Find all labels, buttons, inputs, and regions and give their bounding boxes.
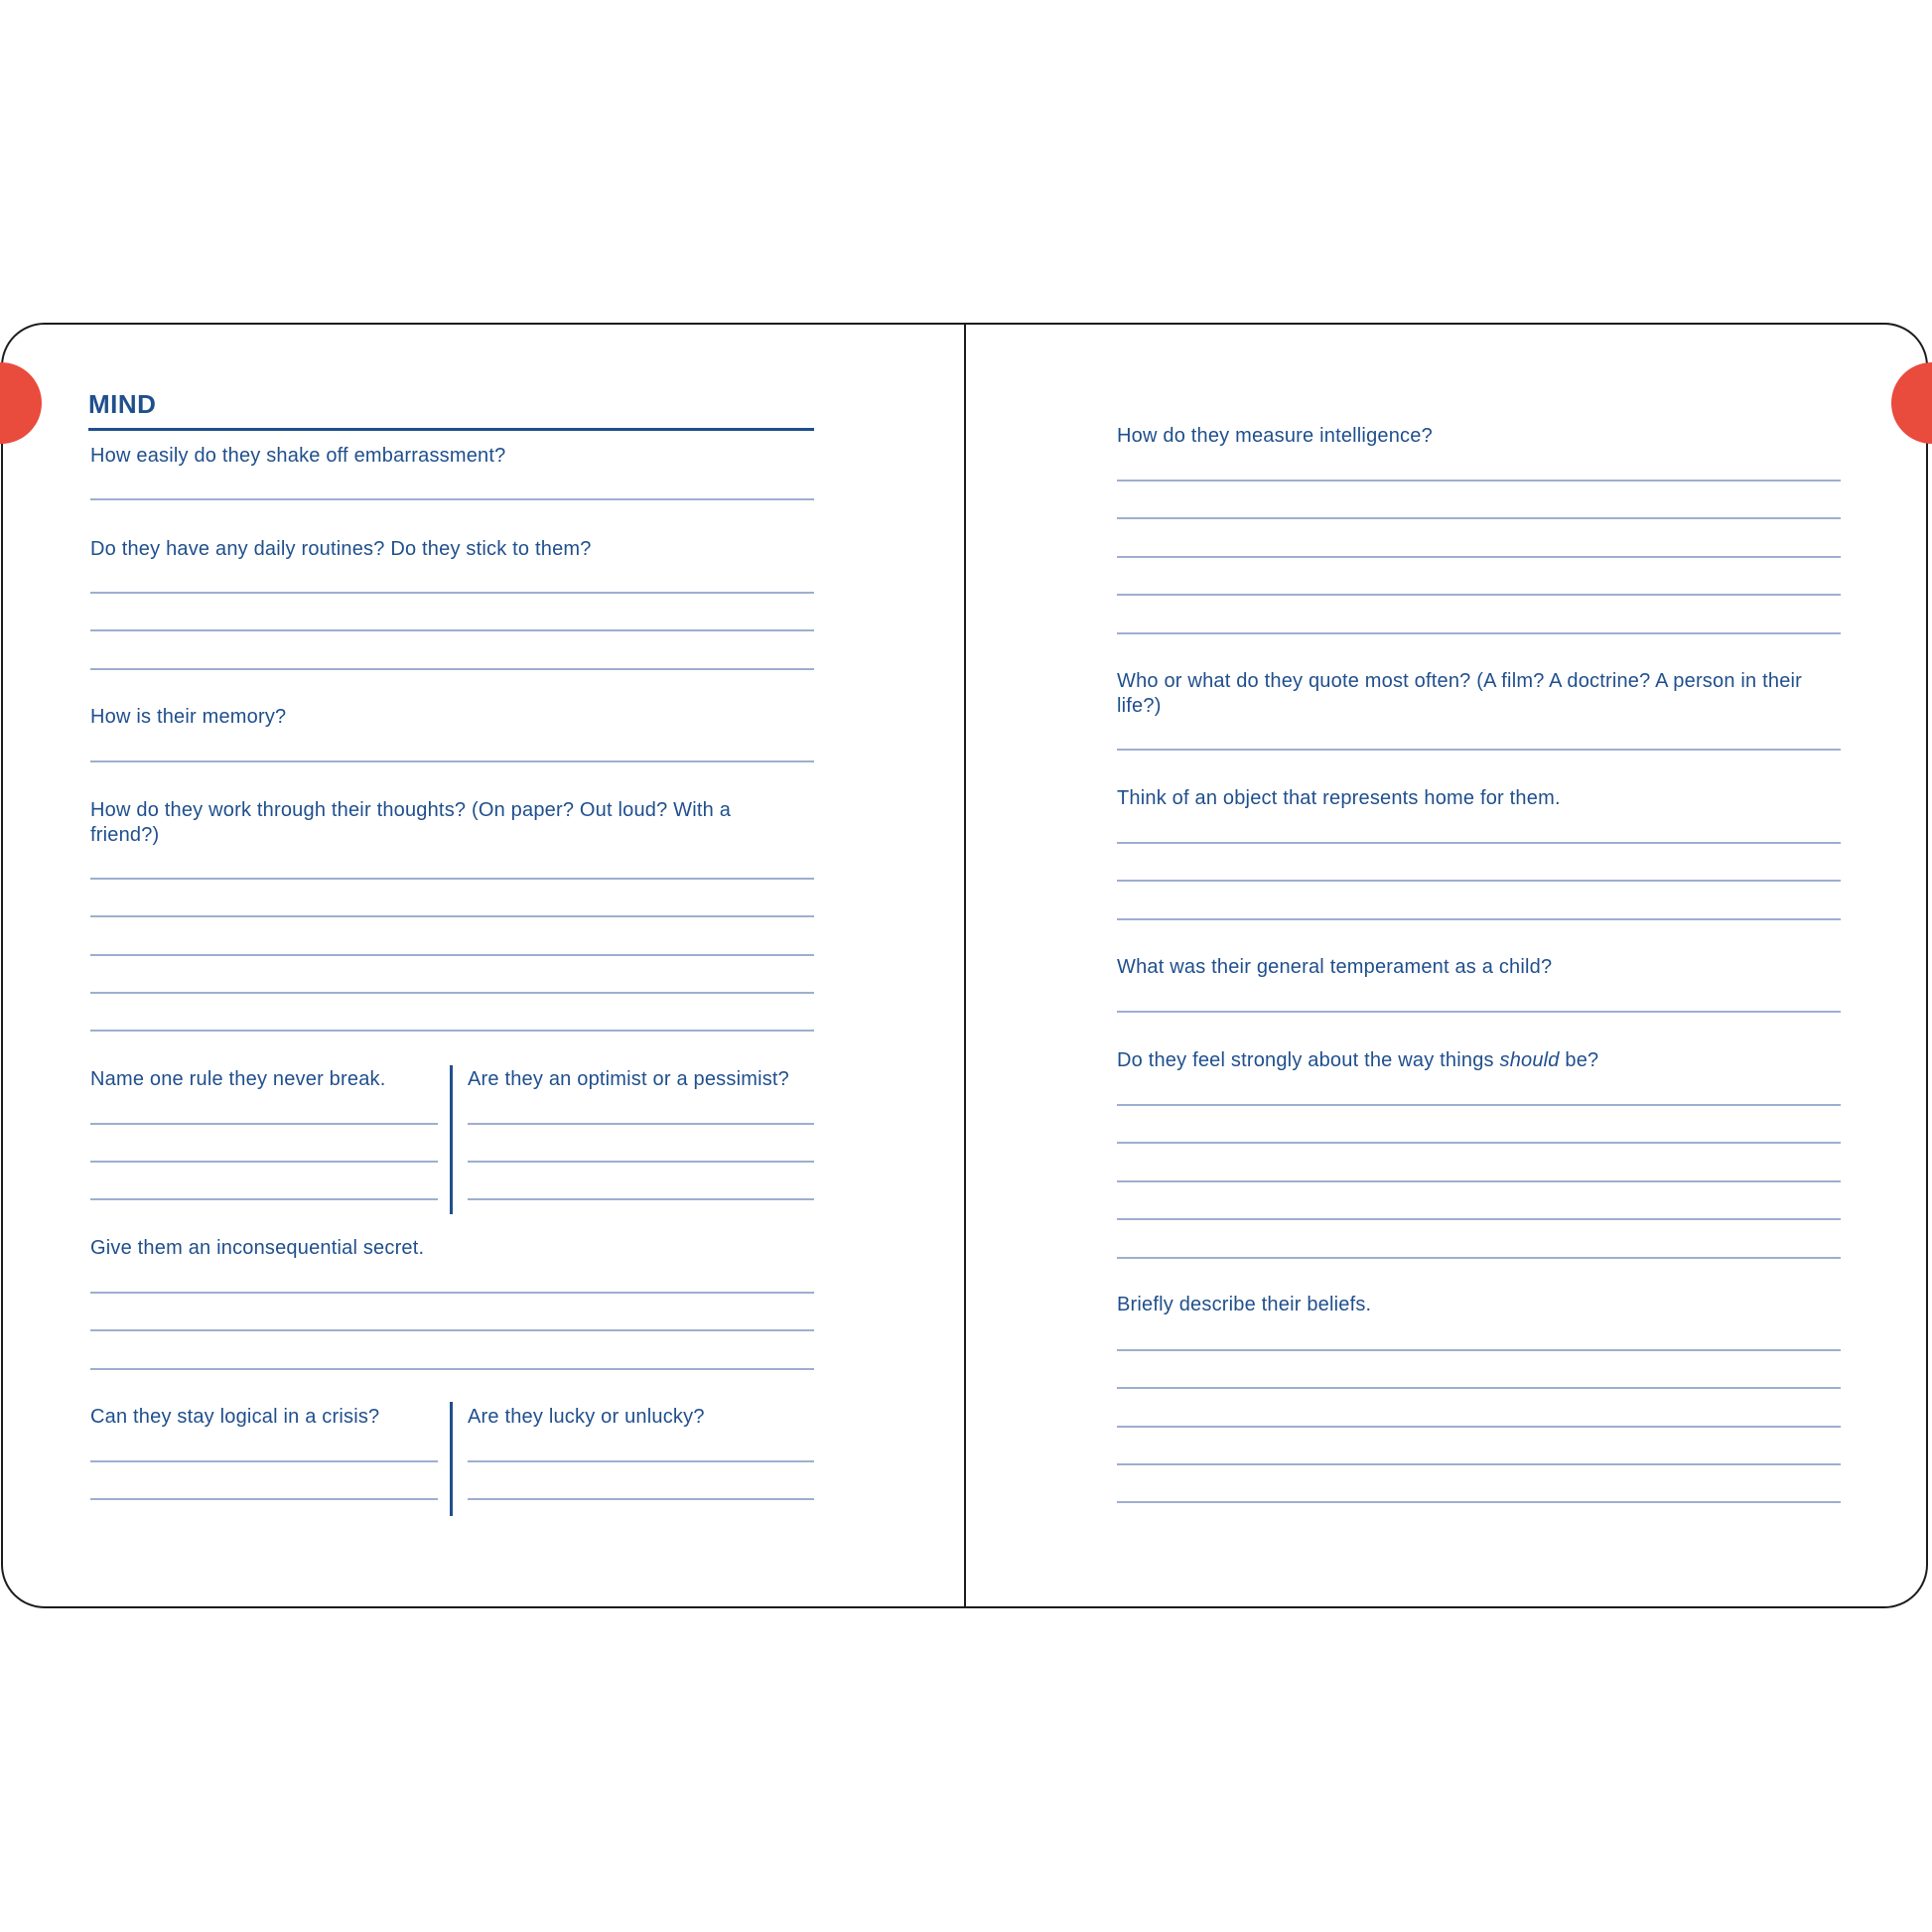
answer-line[interactable]	[468, 1123, 814, 1125]
answer-line[interactable]	[90, 1329, 814, 1331]
answer-line[interactable]	[1117, 480, 1841, 482]
column-divider	[450, 1065, 453, 1214]
answer-line[interactable]	[1117, 594, 1841, 596]
answer-line[interactable]	[1117, 517, 1841, 519]
answer-line[interactable]	[90, 1460, 438, 1462]
answer-line[interactable]	[90, 1368, 814, 1370]
answer-line[interactable]	[1117, 1349, 1841, 1351]
question-should-end: be?	[1559, 1049, 1599, 1071]
answer-line[interactable]	[90, 1292, 814, 1294]
question-beliefs: Briefly describe their beliefs.	[1117, 1294, 1372, 1315]
answer-line[interactable]	[468, 1460, 814, 1462]
answer-line[interactable]	[1117, 880, 1841, 882]
answer-line[interactable]	[1117, 632, 1841, 634]
question-object: Think of an object that represents home for them.	[1117, 787, 1561, 809]
answer-line[interactable]	[1117, 1387, 1841, 1389]
question-memory: How is their memory?	[90, 706, 287, 728]
question-routines: Do they have any daily routines? Do they stick to them?	[90, 538, 592, 560]
notebook-spine	[964, 323, 966, 1608]
answer-line[interactable]	[90, 668, 814, 670]
answer-line[interactable]	[90, 1161, 438, 1163]
section-title: MIND	[88, 389, 157, 419]
answer-line[interactable]	[1117, 1501, 1841, 1503]
question-should-emphasis: should	[1499, 1049, 1560, 1071]
question-thoughts: How do they work through their thoughts? (On paper? Out loud? With a friend?)	[90, 799, 732, 846]
answer-line[interactable]	[1117, 1426, 1841, 1428]
question-intelligence: How do they measure intelligence?	[1117, 425, 1433, 447]
section-title-rule	[88, 428, 814, 431]
question-quote: Who or what do they quote most often? (A film? A doctrine? A person in their life?)	[1117, 670, 1803, 717]
question-secret: Give them an inconsequential secret.	[90, 1237, 425, 1259]
question-temperament: What was their general temperament as a child?	[1117, 956, 1553, 978]
question-embarrassment: How easily do they shake off embarrassment?	[90, 445, 506, 467]
answer-line[interactable]	[468, 1498, 814, 1500]
answer-line[interactable]	[468, 1198, 814, 1200]
answer-line[interactable]	[90, 498, 814, 500]
answer-line[interactable]	[1117, 1180, 1841, 1182]
answer-line[interactable]	[90, 760, 814, 762]
question-logical: Can they stay logical in a crisis?	[90, 1406, 380, 1428]
answer-line[interactable]	[90, 915, 814, 917]
answer-line[interactable]	[90, 954, 814, 956]
question-should-text: Do they feel strongly about the way things	[1117, 1049, 1500, 1071]
answer-line[interactable]	[90, 592, 814, 594]
answer-line[interactable]	[90, 1030, 814, 1032]
answer-line[interactable]	[90, 1123, 438, 1125]
answer-line[interactable]	[1117, 556, 1841, 558]
answer-line[interactable]	[90, 1198, 438, 1200]
answer-line[interactable]	[1117, 1257, 1841, 1259]
answer-line[interactable]	[90, 992, 814, 994]
answer-line[interactable]	[1117, 1011, 1841, 1013]
column-divider	[450, 1402, 453, 1516]
question-rule: Name one rule they never break.	[90, 1068, 386, 1090]
answer-line[interactable]	[90, 1498, 438, 1500]
answer-line[interactable]	[1117, 1104, 1841, 1106]
question-lucky: Are they lucky or unlucky?	[468, 1406, 705, 1428]
answer-line[interactable]	[1117, 749, 1841, 751]
answer-line[interactable]	[1117, 918, 1841, 920]
answer-line[interactable]	[1117, 842, 1841, 844]
answer-line[interactable]	[1117, 1218, 1841, 1220]
answer-line[interactable]	[90, 878, 814, 880]
question-optimist: Are they an optimist or a pessimist?	[468, 1068, 789, 1090]
question-should	[1117, 1048, 1598, 1073]
answer-line[interactable]	[468, 1161, 814, 1163]
answer-line[interactable]	[1117, 1463, 1841, 1465]
answer-line[interactable]	[1117, 1142, 1841, 1144]
answer-line[interactable]	[90, 629, 814, 631]
